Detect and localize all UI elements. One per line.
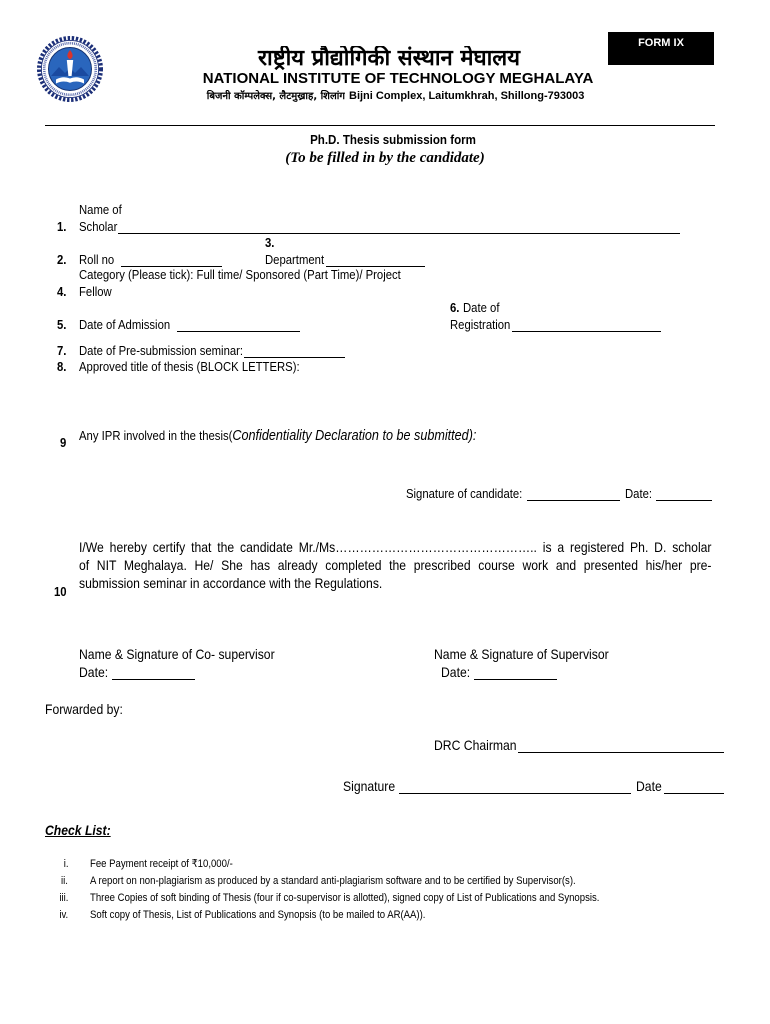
form-subtitle: (To be filled in by the candidate) — [285, 150, 485, 166]
checklist-item: Three Copies of soft binding of Thesis (four if co-supervisor is allotted), signed copy of List of Publications and Synopsis. — [90, 892, 600, 904]
field-9-label — [79, 427, 476, 445]
checklist-numeral: iv. — [59, 909, 68, 921]
field-1-label-line2: Scholar — [79, 219, 118, 234]
supervisor-date-blank — [474, 679, 557, 680]
drc-chairman-label: DRC Chairman — [434, 737, 517, 753]
address-hindi: बिजनी कॉम्पलेक्स, लैटमुख्राह, शिलांग — [206, 91, 345, 102]
co-supervisor-date-label: Date: — [79, 664, 109, 680]
field-3-number: 3. — [265, 235, 275, 250]
candidate-date-blank — [656, 500, 712, 501]
checklist-numeral: iii. — [58, 892, 68, 904]
drc-date-blank — [664, 793, 724, 794]
institute-name: NATIONAL INSTITUTE OF TECHNOLOGY MEGHALAYA — [202, 70, 594, 87]
checklist-title: Check List: — [45, 822, 111, 838]
certification-line-1: I/We hereby certify that the candidate Mr./Ms………………………………………….. is a registered Ph. D. scholar — [79, 539, 712, 555]
supervisor-date-label: Date: — [441, 664, 471, 680]
field-7-number: 7. — [57, 343, 67, 358]
registration-date-blank — [512, 331, 661, 332]
field-2-number: 2. — [57, 252, 67, 267]
field-4-number: 4. — [57, 284, 67, 299]
field-2-label: Roll no — [79, 252, 115, 267]
field-4-label-line1: Category (Please tick): Full time/ Sponsored (Part Time)/ Project — [79, 267, 401, 282]
field-6-label-line1: Date of — [463, 300, 500, 315]
co-supervisor-label: Name & Signature of Co- supervisor — [79, 646, 275, 662]
field-3-label: Department — [265, 252, 325, 267]
checklist-numeral: ii. — [61, 875, 68, 887]
pre-submission-date-blank — [244, 357, 345, 358]
field-5-label: Date of Admission — [79, 317, 171, 332]
field-8-label: Approved title of thesis (BLOCK LETTERS): — [79, 359, 300, 374]
header-divider — [45, 125, 715, 126]
field-5-number: 5. — [57, 317, 67, 332]
candidate-signature-blank — [527, 500, 620, 501]
checklist-numeral: i. — [63, 858, 68, 870]
address: Bijni Complex, Laitumkhrah, Shillong-793003 — [349, 90, 585, 102]
candidate-date-label: Date: — [625, 486, 653, 501]
form-number-label: FORM IX — [638, 37, 684, 49]
field-8-number: 8. — [57, 359, 67, 374]
drc-signature-label: Signature — [343, 778, 396, 794]
logo-seal-icon — [37, 36, 103, 102]
institute-logo — [37, 36, 103, 102]
checklist-item: A report on non-plagiarism as produced by a standard anti-plagiarism software and to be certified by Supervisor(s). — [90, 875, 576, 887]
co-supervisor-date-blank — [112, 679, 195, 680]
admission-date-blank — [177, 331, 300, 332]
scholar-name-blank — [118, 233, 680, 234]
field-7-label: Date of Pre-submission seminar: — [79, 343, 244, 358]
drc-date-label: Date — [636, 778, 662, 794]
certification-line-3: submission seminar in accordance with the Regulations. — [79, 575, 383, 591]
institute-name-hindi: राष्ट्रीय प्रौद्योगिकी संस्थान मेघालय — [258, 46, 520, 71]
field-4-label-line2: Fellow — [79, 284, 112, 299]
drc-signature-blank — [399, 793, 631, 794]
form-number-box — [608, 32, 714, 65]
checklist-item: Fee Payment receipt of ₹10,000/- — [90, 858, 233, 870]
field-6-label-line2: Registration — [450, 317, 511, 332]
field-6-number: 6. — [450, 300, 460, 315]
field-9-label-text: Any IPR involved in the thesis( — [79, 428, 233, 443]
certification-line-2: of NIT Meghalaya. He/ She has already completed the prescribed course work and presented his/her pre- — [79, 557, 712, 573]
field-10-number: 10 — [54, 584, 67, 599]
drc-chairman-blank — [518, 752, 724, 753]
supervisor-label: Name & Signature of Supervisor — [434, 646, 609, 662]
field-9-label-italic: Confidentiality Declaration to be submitted): — [232, 428, 477, 444]
field-1-label-line1: Name of — [79, 202, 122, 217]
forwarded-by-label: Forwarded by: — [45, 701, 123, 717]
checklist-item: Soft copy of Thesis, List of Publications and Synopsis (to be mailed to AR(AA)). — [90, 909, 426, 921]
field-9-number: 9 — [60, 435, 67, 450]
field-1-number: 1. — [57, 219, 67, 234]
form-title: Ph.D. Thesis submission form — [310, 132, 476, 147]
candidate-signature-label: Signature of candidate: — [406, 486, 523, 501]
